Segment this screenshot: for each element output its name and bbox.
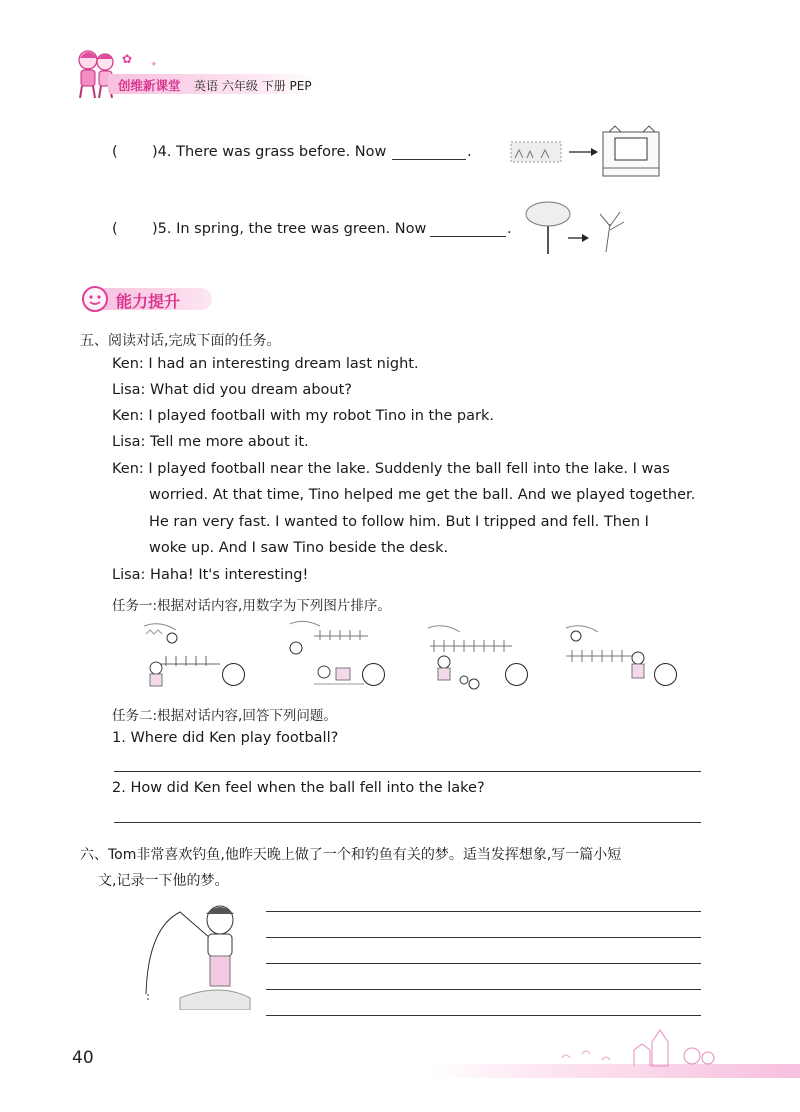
fishing-boy-picture [140, 898, 252, 1010]
header-brand: 创维新课堂 [118, 78, 181, 93]
footer-castle-decor [552, 1024, 732, 1068]
page-number: 40 [72, 1048, 94, 1068]
question-1-answer-line[interactable] [114, 771, 701, 772]
header-star-decor-2: ✦ [150, 60, 158, 70]
dialogue-line: Lisa: Tell me more about it. [112, 434, 309, 450]
header-volume: 下册 [261, 79, 286, 93]
question-1: 1. Where did Ken play football? [112, 730, 339, 746]
header-edition: PEP [289, 79, 312, 93]
writing-line-2[interactable] [266, 937, 701, 938]
task1-picture-2 [284, 618, 372, 692]
dialogue-line: Ken: I played football with my robot Tino in the park. [112, 408, 494, 424]
header [0, 40, 800, 100]
part6-title-line1: 六、Tom非常喜欢钓鱼,他昨天晚上做了一个和钓鱼有关的梦。适当发挥想象,写一篇小短 [80, 847, 622, 863]
task1-title: 任务一:根据对话内容,用数字为下列图片排序。 [112, 598, 391, 614]
q4-text: )4. There was grass before. Now [152, 144, 387, 160]
task1-picture-1 [140, 620, 230, 692]
header-grade: 六年级 [221, 79, 258, 93]
q4-open-paren: ( [112, 144, 118, 160]
writing-line-1[interactable] [266, 911, 701, 912]
q5-end: . [507, 221, 512, 237]
part5-title: 五、阅读对话,完成下面的任务。 [80, 333, 281, 349]
task1-order-circle-3[interactable] [505, 663, 528, 686]
dialogue-line: worried. At that time, Tino helped me get the ball. And we played together. [149, 487, 696, 503]
q5-tree-picture [520, 196, 644, 260]
dialogue-line: Lisa: Haha! It's interesting! [112, 567, 309, 583]
q4-answer-blank[interactable] [392, 159, 466, 160]
task2-title: 任务二:根据对话内容,回答下列问题。 [112, 708, 337, 724]
dialogue-line: Ken: I had an interesting dream last night. [112, 356, 419, 372]
q5-answer-blank[interactable] [430, 236, 506, 237]
header-subject: 英语 [194, 79, 219, 93]
task1-order-circle-2[interactable] [362, 663, 385, 686]
dialogue-line: woke up. And I saw Tino beside the desk. [149, 540, 449, 556]
task1-picture-3 [424, 622, 514, 692]
q5-text: )5. In spring, the tree was green. Now [152, 221, 427, 237]
section-badge [80, 284, 214, 314]
dialogue-line: He ran very fast. I wanted to follow him. But I tripped and fell. Then I [149, 514, 649, 530]
task1-picture-4 [562, 622, 658, 692]
task1-order-circle-4[interactable] [654, 663, 677, 686]
header-star-decor: ✿ [122, 52, 133, 66]
question-2: 2. How did Ken feel when the ball fell into the lake? [112, 780, 485, 796]
question-2-answer-line[interactable] [114, 822, 701, 823]
writing-line-3[interactable] [266, 963, 701, 964]
smiley-face-icon [80, 284, 110, 314]
q5-open-paren: ( [112, 221, 118, 237]
q4-grass-to-building-picture [505, 124, 665, 180]
part6-title-line2: 文,记录一下他的梦。 [98, 873, 229, 889]
q4-end: . [467, 144, 472, 160]
header-info [194, 77, 312, 94]
dialogue-line: Ken: I played football near the lake. Suddenly the ball fell into the lake. I was [112, 461, 670, 477]
section-badge-label: 能力提升 [116, 292, 181, 311]
writing-line-5[interactable] [266, 1015, 701, 1016]
dialogue-line: Lisa: What did you dream about? [112, 382, 352, 398]
writing-line-4[interactable] [266, 989, 701, 990]
task1-order-circle-1[interactable] [222, 663, 245, 686]
